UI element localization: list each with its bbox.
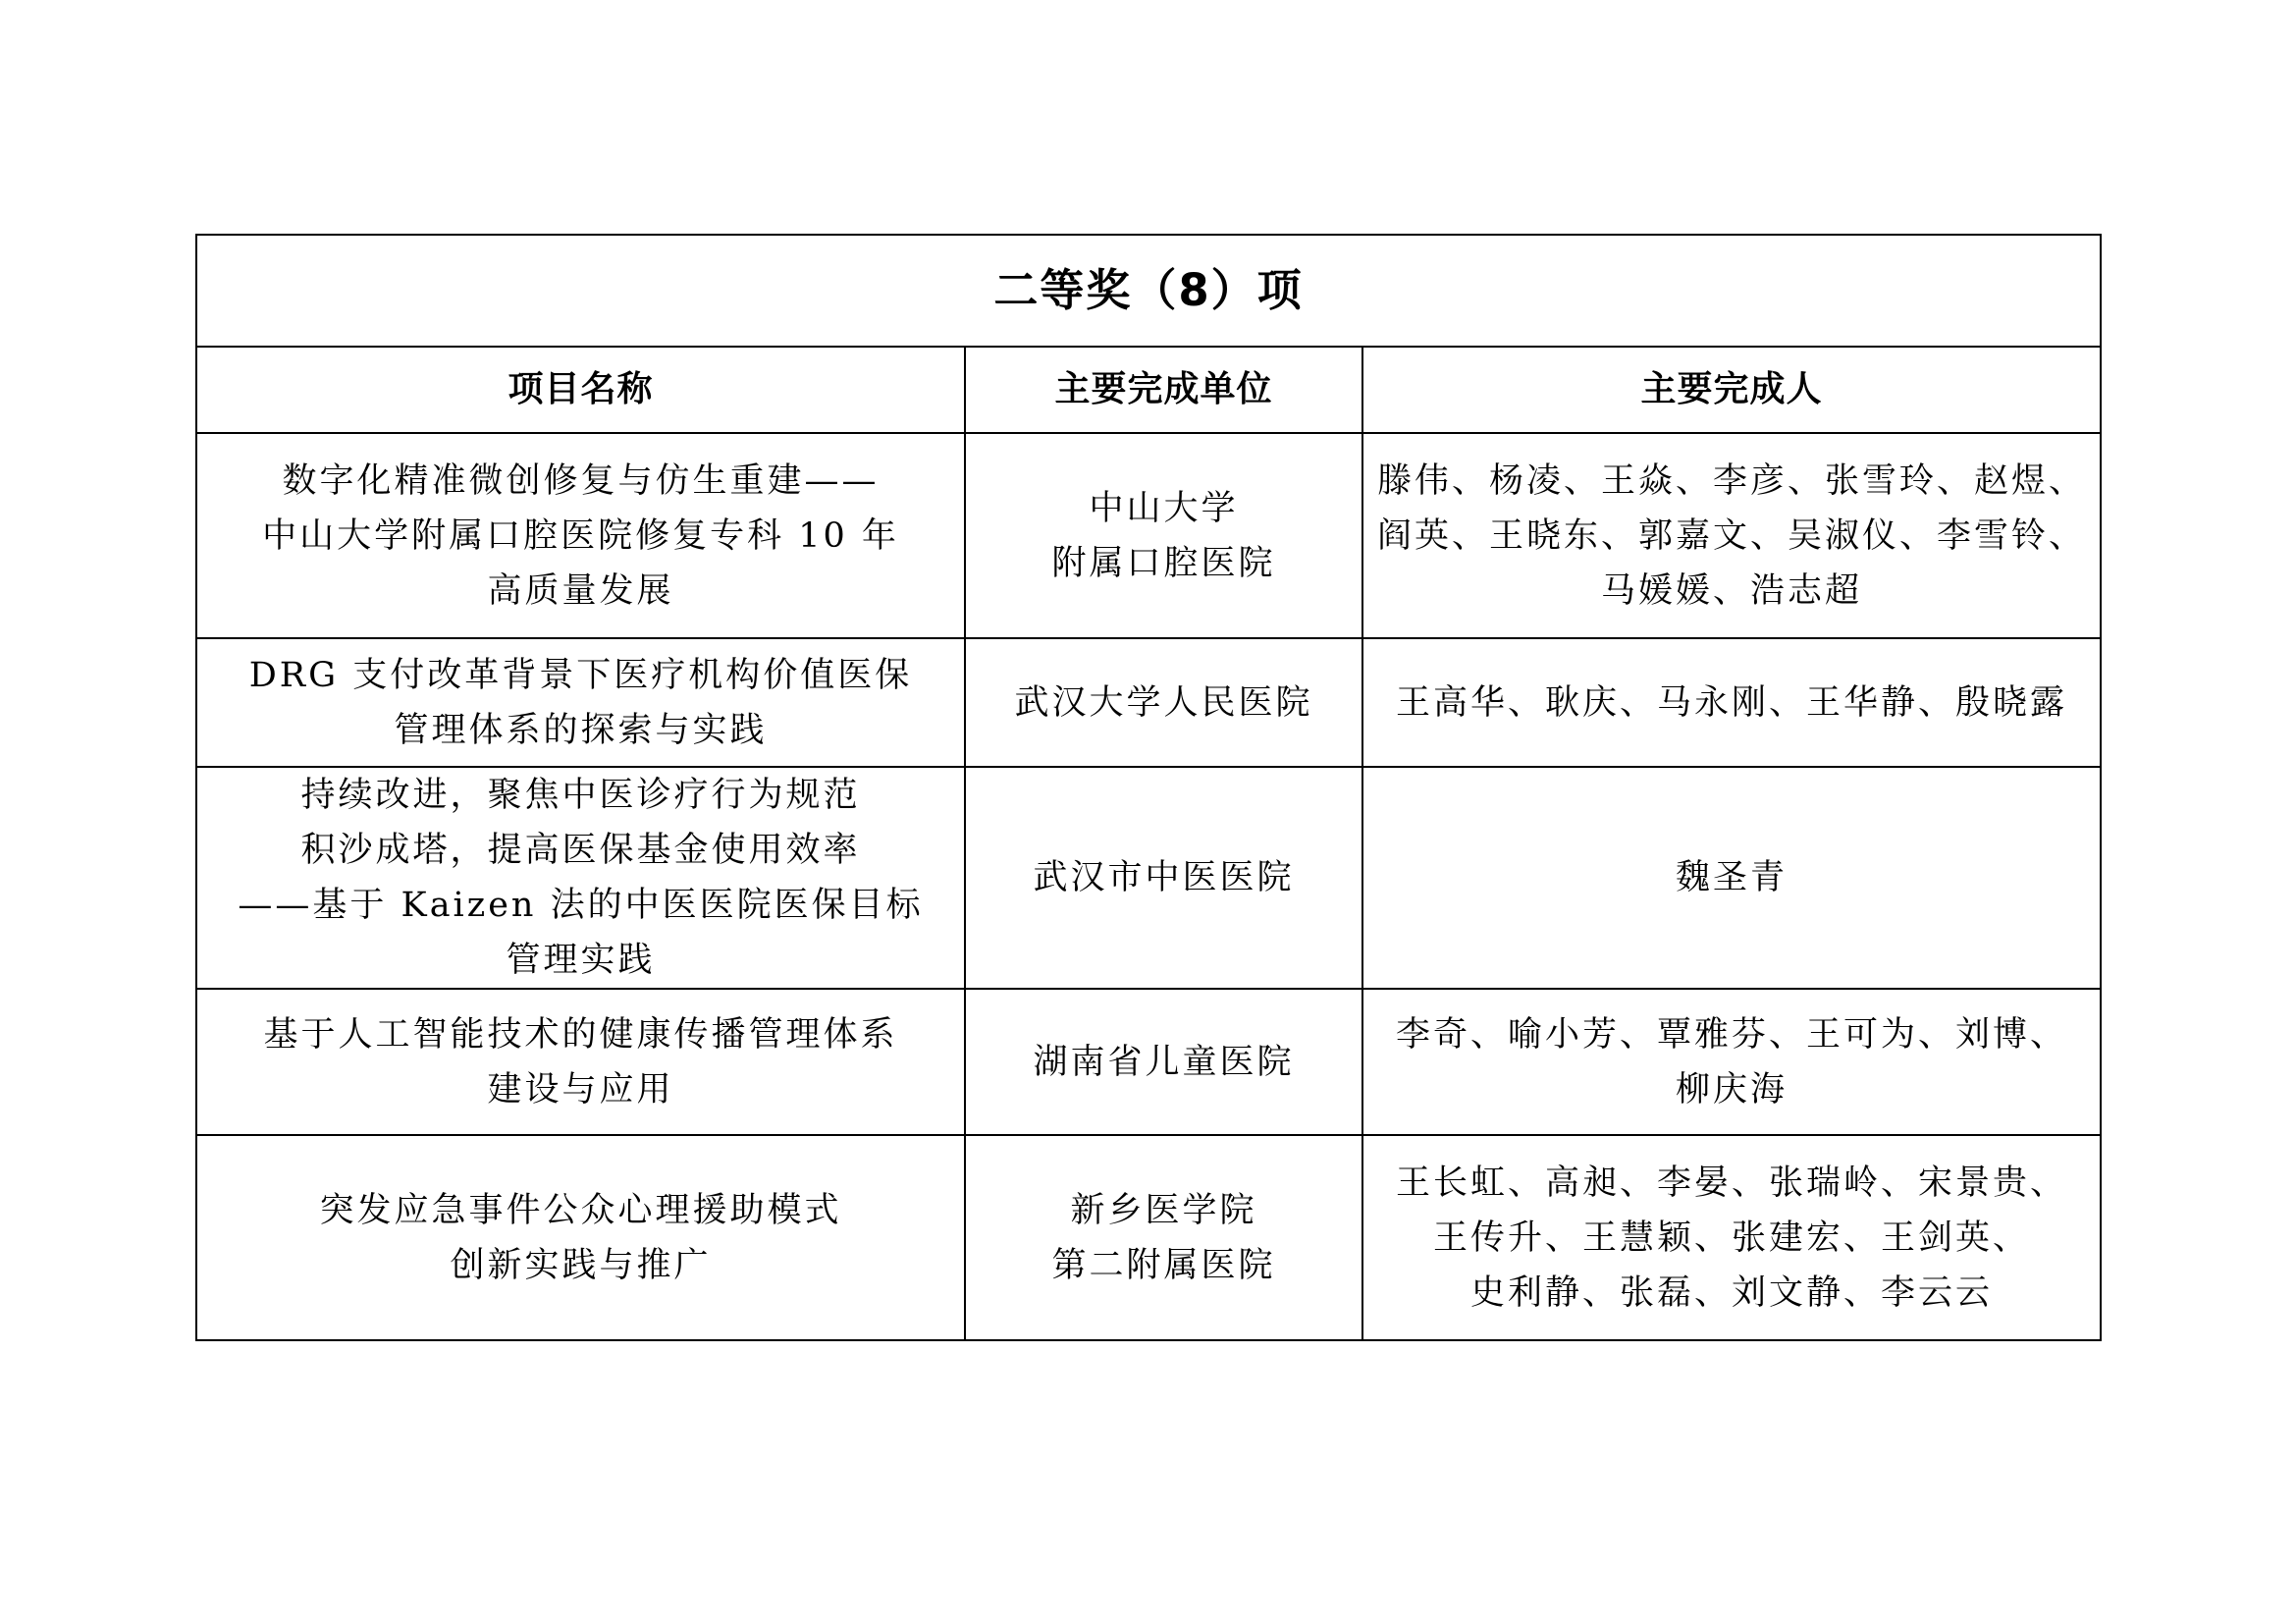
table-row bbox=[196, 638, 2101, 767]
project-name-line: 数字化精准微创修复与仿生重建—— bbox=[282, 460, 880, 501]
project-name-cell bbox=[196, 433, 965, 638]
project-name-cell bbox=[196, 1135, 965, 1340]
project-name-cell bbox=[196, 989, 965, 1135]
project-name-cell bbox=[196, 638, 965, 767]
people-line: 王传升、王慧颖、张建宏、王剑英、 bbox=[1433, 1218, 2031, 1258]
project-name-line: 突发应急事件公众心理援助模式 bbox=[319, 1190, 842, 1230]
table-row bbox=[196, 767, 2101, 989]
project-name-line: 建设与应用 bbox=[487, 1069, 674, 1110]
table-title-row bbox=[196, 235, 2101, 347]
people-line: 滕伟、杨凌、王焱、李彦、张雪玲、赵煜、 bbox=[1377, 460, 2087, 501]
project-name-line: ——基于 Kaizen 法的中医医院医保目标 bbox=[238, 886, 924, 925]
table-row bbox=[196, 433, 2101, 638]
header-main-unit: 主要完成单位 bbox=[965, 347, 1362, 433]
unit-line: 中山大学 bbox=[1089, 488, 1239, 528]
award-table bbox=[195, 234, 2102, 1341]
table-header-row bbox=[196, 347, 2101, 433]
unit-cell bbox=[965, 433, 1362, 638]
people-cell bbox=[1362, 638, 2101, 767]
project-name-line: 基于人工智能技术的健康传播管理体系 bbox=[263, 1014, 898, 1055]
header-main-people: 主要完成人 bbox=[1362, 347, 2101, 433]
table-title: 二等奖（8）项 bbox=[196, 235, 2101, 347]
table-row bbox=[196, 1135, 2101, 1340]
unit-line: 武汉大学人民医院 bbox=[1014, 682, 1313, 723]
unit-line: 新乡医学院 bbox=[1070, 1190, 1257, 1230]
unit-cell bbox=[965, 989, 1362, 1135]
people-line: 魏圣青 bbox=[1676, 858, 1789, 897]
people-line: 史利静、张磊、刘文静、李云云 bbox=[1470, 1272, 1994, 1313]
unit-line: 第二附属医院 bbox=[1051, 1245, 1276, 1285]
project-name-line: 持续改进，聚焦中医诊疗行为规范 bbox=[300, 776, 861, 815]
unit-cell bbox=[965, 638, 1362, 767]
unit-line: 武汉市中医医院 bbox=[1033, 858, 1295, 897]
people-line: 王高华、耿庆、马永刚、王华静、殷晓露 bbox=[1396, 682, 2068, 723]
people-line: 阎英、王晓东、郭嘉文、吴淑仪、李雪铃、 bbox=[1377, 515, 2087, 556]
project-name-cell bbox=[196, 767, 965, 989]
people-line: 马媛媛、浩志超 bbox=[1601, 570, 1863, 611]
project-name-line: 中山大学附属口腔医院修复专科 10 年 bbox=[262, 515, 899, 556]
project-name-line: 创新实践与推广 bbox=[450, 1245, 712, 1285]
project-name-line: 管理实践 bbox=[506, 941, 656, 980]
people-cell bbox=[1362, 433, 2101, 638]
project-name-line: 积沙成塔，提高医保基金使用效率 bbox=[300, 831, 861, 870]
people-line: 柳庆海 bbox=[1676, 1069, 1789, 1110]
table-row bbox=[196, 989, 2101, 1135]
project-name-line: 高质量发展 bbox=[487, 570, 674, 611]
unit-cell bbox=[965, 767, 1362, 989]
people-cell bbox=[1362, 1135, 2101, 1340]
unit-line: 附属口腔医院 bbox=[1051, 543, 1276, 583]
project-name-line: DRG 支付改革背景下医疗机构价值医保 bbox=[248, 655, 913, 695]
unit-cell bbox=[965, 1135, 1362, 1340]
unit-line: 湖南省儿童医院 bbox=[1033, 1042, 1295, 1082]
people-line: 李奇、喻小芳、覃雅芬、王可为、刘博、 bbox=[1396, 1014, 2068, 1055]
project-name-line: 管理体系的探索与实践 bbox=[394, 710, 768, 750]
people-cell bbox=[1362, 767, 2101, 989]
people-cell bbox=[1362, 989, 2101, 1135]
people-line: 王长虹、高昶、李晏、张瑞岭、宋景贵、 bbox=[1396, 1163, 2068, 1203]
header-project-name: 项目名称 bbox=[196, 347, 965, 433]
